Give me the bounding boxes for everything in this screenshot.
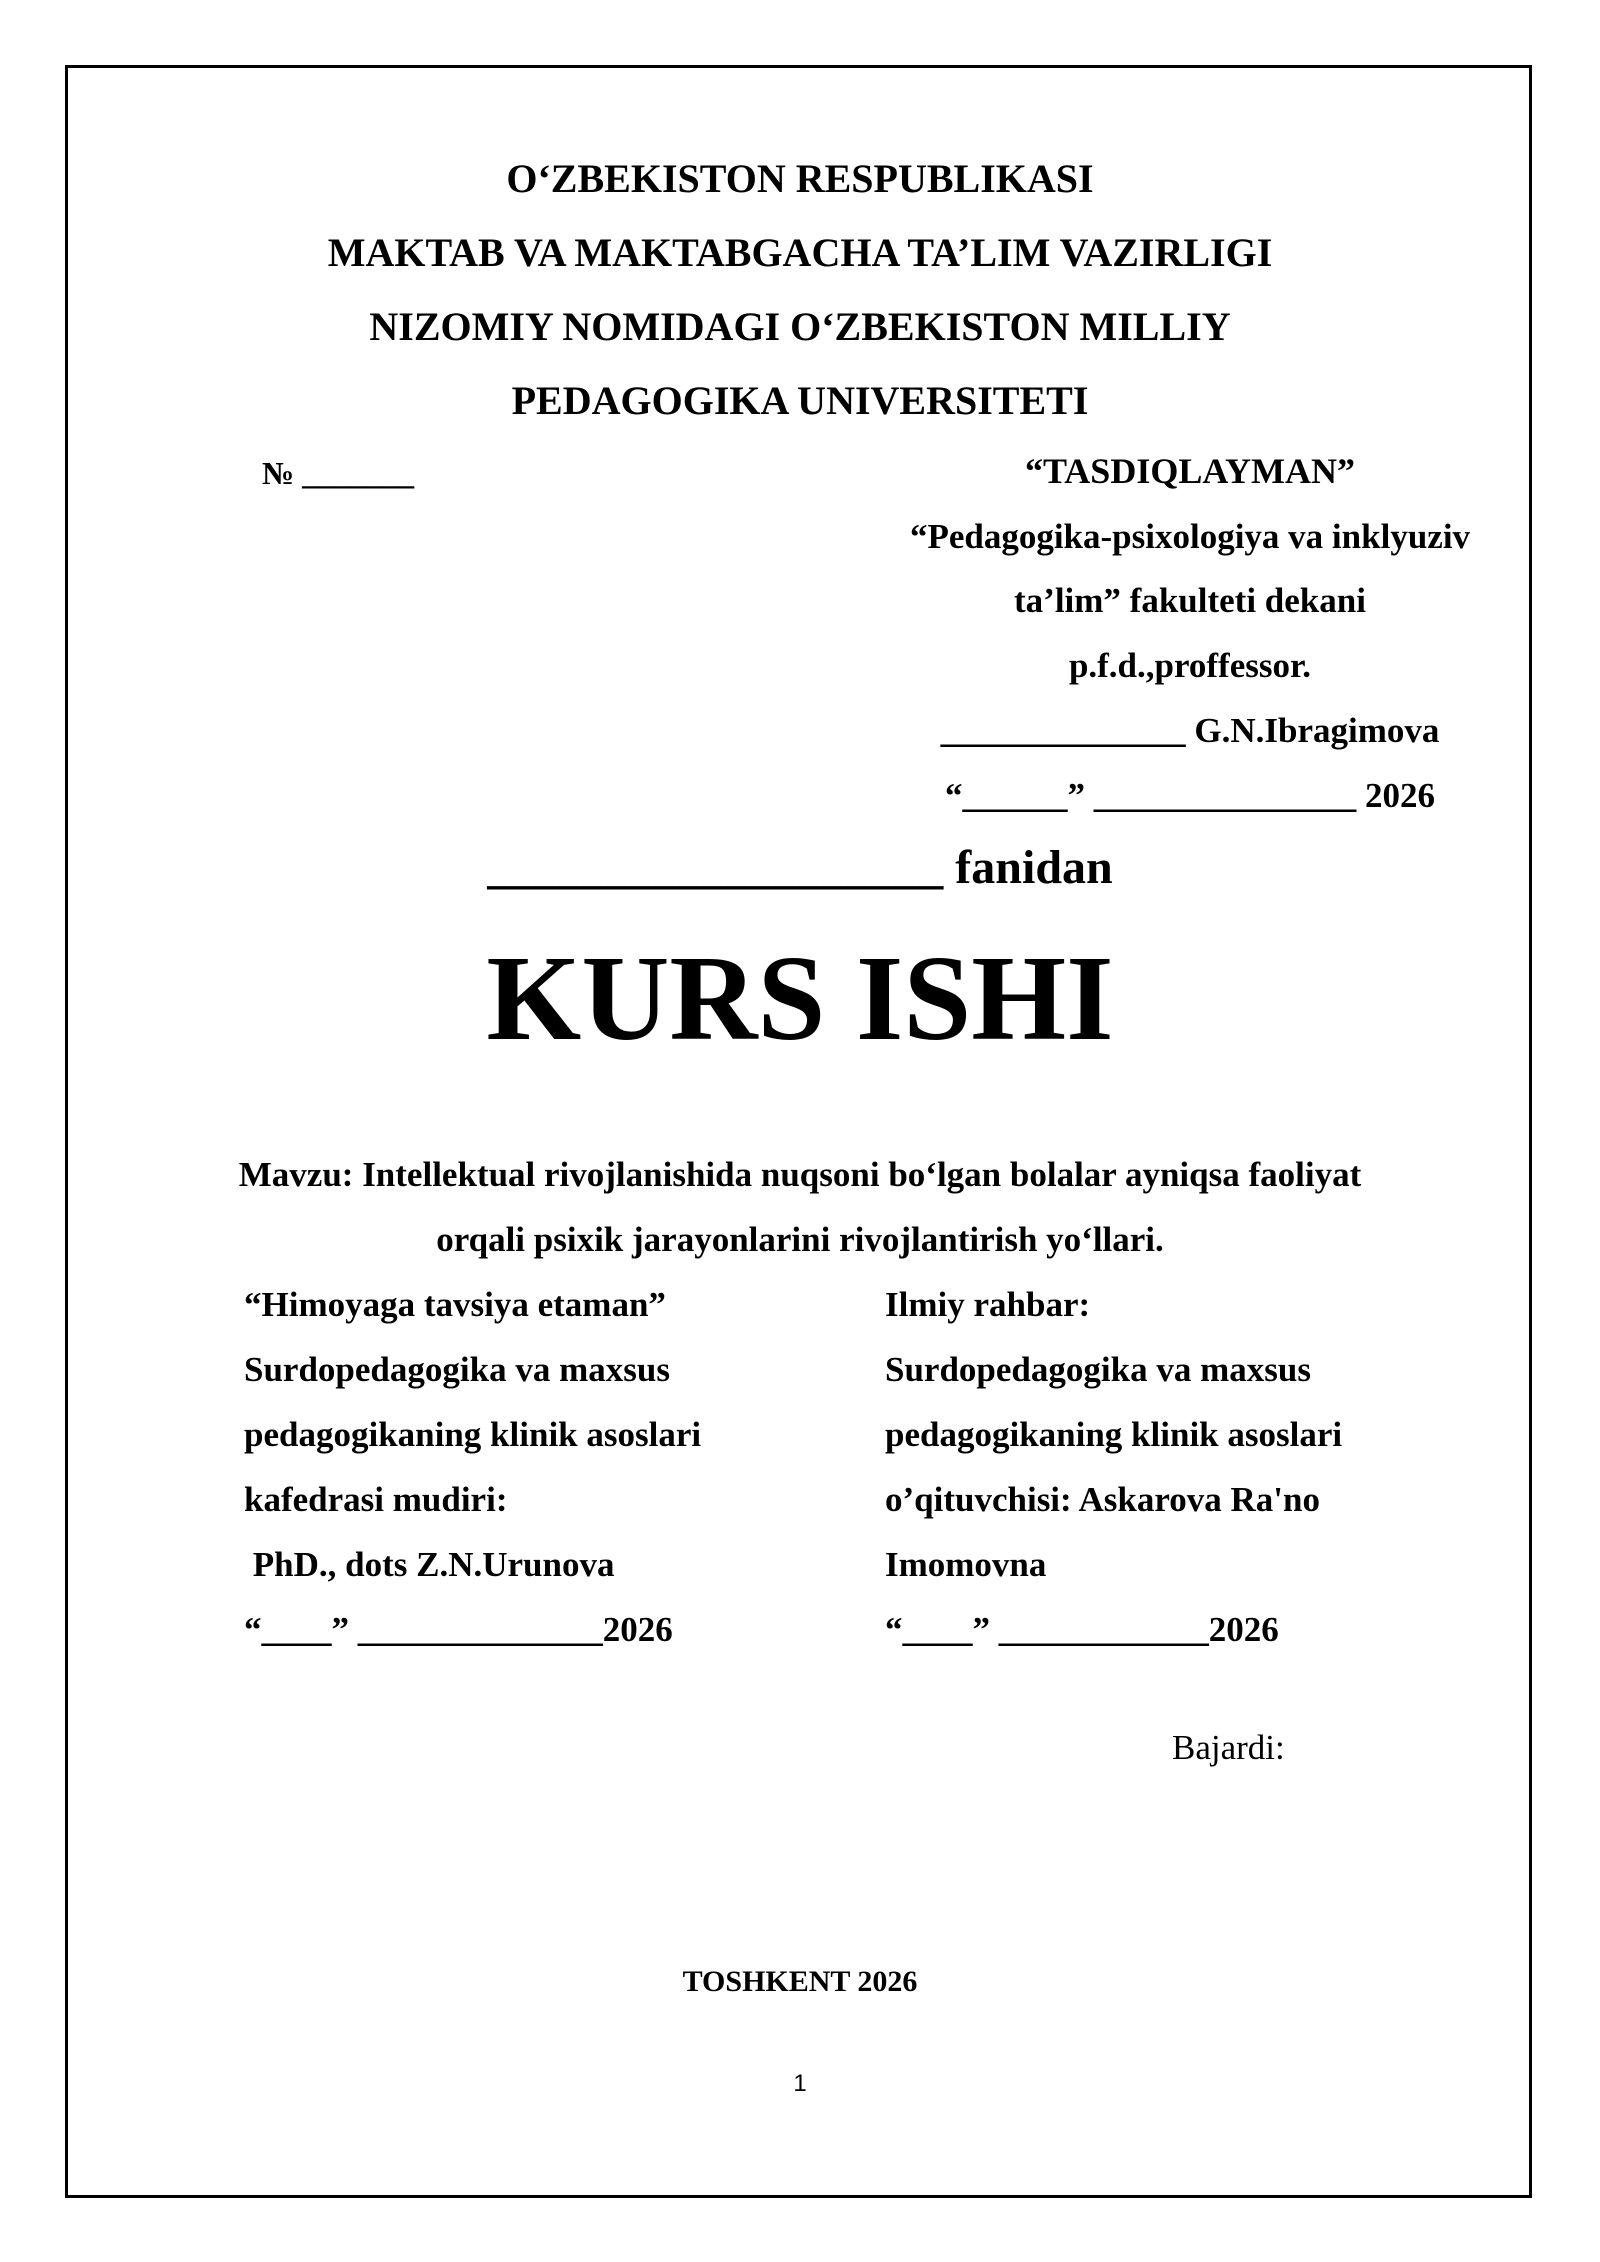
right-teacher-name: o’qituvchisi: Askarova Ra'no <box>885 1480 1320 1519</box>
document-number-field: № _______ <box>262 455 415 491</box>
approval-signature: ______________ G.N.Ibragimova <box>940 711 1440 750</box>
approval-faculty-line2: ta’lim” fakulteti dekani <box>1014 581 1366 620</box>
page-number: 1 <box>793 2070 807 2097</box>
left-department-line3: kafedrasi mudiri: <box>244 1480 508 1519</box>
city-year: TOSHKENT 2026 <box>682 1965 918 1998</box>
left-department-line1: Surdopedagogika va maxsus <box>244 1350 670 1389</box>
left-recommendation: “Himoyaga tavsiya etaman” <box>244 1285 666 1324</box>
left-date: “____” ______________2026 <box>244 1610 673 1649</box>
right-teacher-surname: Imomovna <box>885 1545 1047 1584</box>
subject-line: ___________________ fanidan <box>487 841 1113 894</box>
header-university-line1: NIZOMIY NOMIDAGI O‘ZBEKISTON MILLIY <box>369 304 1231 349</box>
left-head-name: PhD., dots Z.N.Urunova <box>244 1545 615 1584</box>
header-university-line2: PEDAGOGIKA UNIVERSITETI <box>511 378 1089 423</box>
right-supervisor-label: Ilmiy rahbar: <box>885 1285 1091 1324</box>
approval-title: “TASDIQLAYMAN” <box>1024 451 1356 491</box>
header-country: O‘ZBEKISTON RESPUBLIKASI <box>506 156 1094 201</box>
topic-line1: Mavzu: Intellektual rivojlanishida nuqsoni bo‘lgan bolalar ayniqsa faoliyat <box>238 1155 1362 1194</box>
performer-label: Bajardi: <box>1172 1728 1285 1767</box>
approval-faculty-line1: “Pedagogika-psixologiya va inklyuziv <box>909 517 1471 556</box>
document-title: KURS ISHI <box>486 931 1114 1066</box>
topic-line2: orqali psixik jarayonlarini rivojlantirish yo‘llari. <box>436 1220 1164 1259</box>
right-date: “____” ____________2026 <box>885 1610 1279 1649</box>
right-department-line2: pedagogikaning klinik asoslari <box>885 1415 1343 1454</box>
approval-date: “______” _______________ 2026 <box>945 776 1435 815</box>
approval-degree: p.f.d.,proffessor. <box>1068 646 1312 685</box>
header-ministry: MAKTAB VA MAKTABGACHA TA’LIM VAZIRLIGI <box>327 230 1273 275</box>
left-department-line2: pedagogikaning klinik asoslari <box>244 1415 702 1454</box>
right-department-line1: Surdopedagogika va maxsus <box>885 1350 1311 1389</box>
